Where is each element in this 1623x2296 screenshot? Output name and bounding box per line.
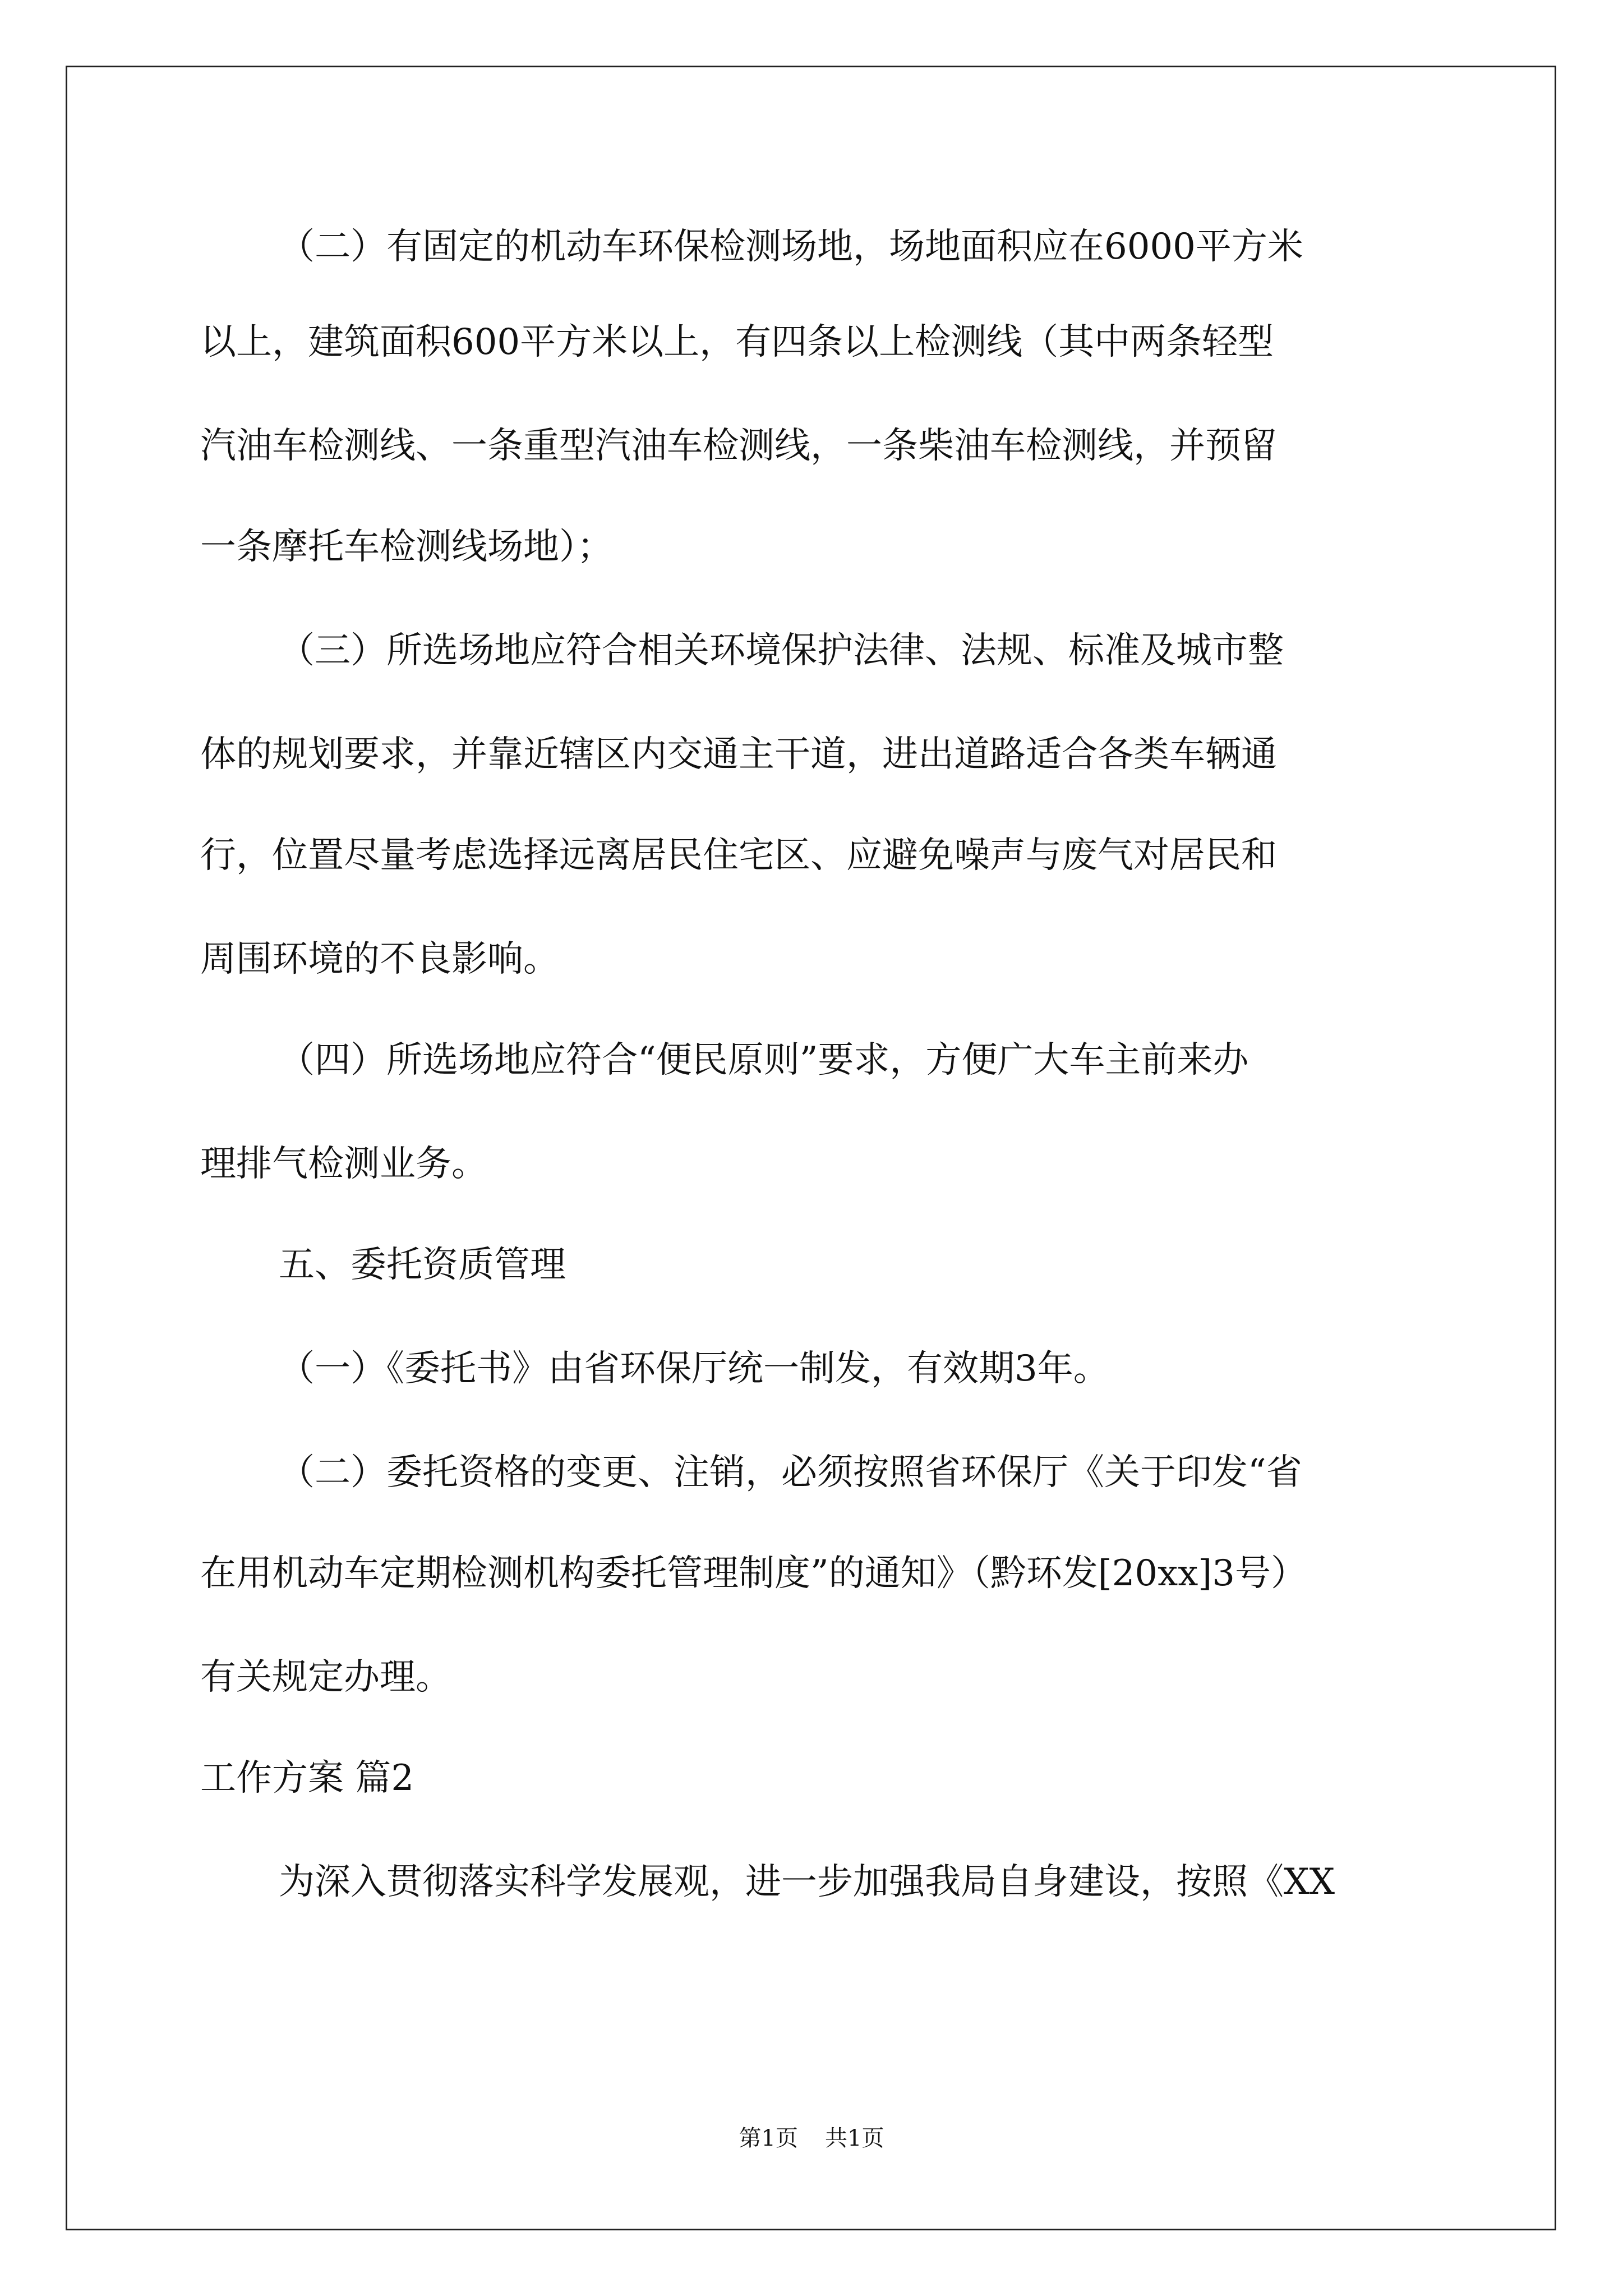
paragraph-line: 一条摩托车检测线场地）； <box>200 526 613 568</box>
paragraph-line: 汽油车检测线、一条重型汽油车检测线，一条柴油车检测线，并预留 <box>200 425 1277 467</box>
paragraph-line: 理排气检测业务。 <box>200 1143 487 1185</box>
paragraph-line: （二）有固定的机动车环保检测场地，场地面积应在6000平方米 <box>279 226 1303 268</box>
article-title: 工作方案 篇2 <box>200 1757 414 1799</box>
paragraph-line: （四）所选场地应符合“便民原则”要求，方便广大车主前来办 <box>279 1039 1249 1081</box>
paragraph-line: 体的规划要求，并靠近辖区内交通主干道，进出道路适合各类车辆通 <box>200 734 1277 775</box>
paragraph-line: 以上，建筑面积600平方米以上，有四条以上检测线（其中两条轻型 <box>200 321 1274 363</box>
paragraph-line: 有关规定办理。 <box>200 1657 451 1698</box>
page-footer <box>0 2124 1623 2152</box>
section-heading: 五、委托资质管理 <box>279 1244 566 1286</box>
paragraph-line: 周围环境的不良影响。 <box>200 938 559 980</box>
paragraph-line: 在用机动车定期检测机构委托管理制度”的通知》（黔环发[20xx]3号） <box>200 1553 1307 1594</box>
page-number: 第1页 <box>739 2125 798 2151</box>
page-total: 共1页 <box>825 2125 884 2151</box>
paragraph-line: （一）《委托书》由省环保厅统一制发，有效期3年。 <box>279 1348 1109 1389</box>
paragraph-line: （三）所选场地应符合相关环境保护法律、法规、标准及城市整 <box>279 630 1284 671</box>
paragraph-line: 为深入贯彻落实科学发展观，进一步加强我局自身建设，按照《XX <box>279 1861 1335 1903</box>
paragraph-line: （二）委托资格的变更、注销，必须按照省环保厅《关于印发“省 <box>279 1452 1302 1493</box>
paragraph-line: 行，位置尽量考虑选择远离居民住宅区、应避免噪声与废气对居民和 <box>200 835 1277 876</box>
